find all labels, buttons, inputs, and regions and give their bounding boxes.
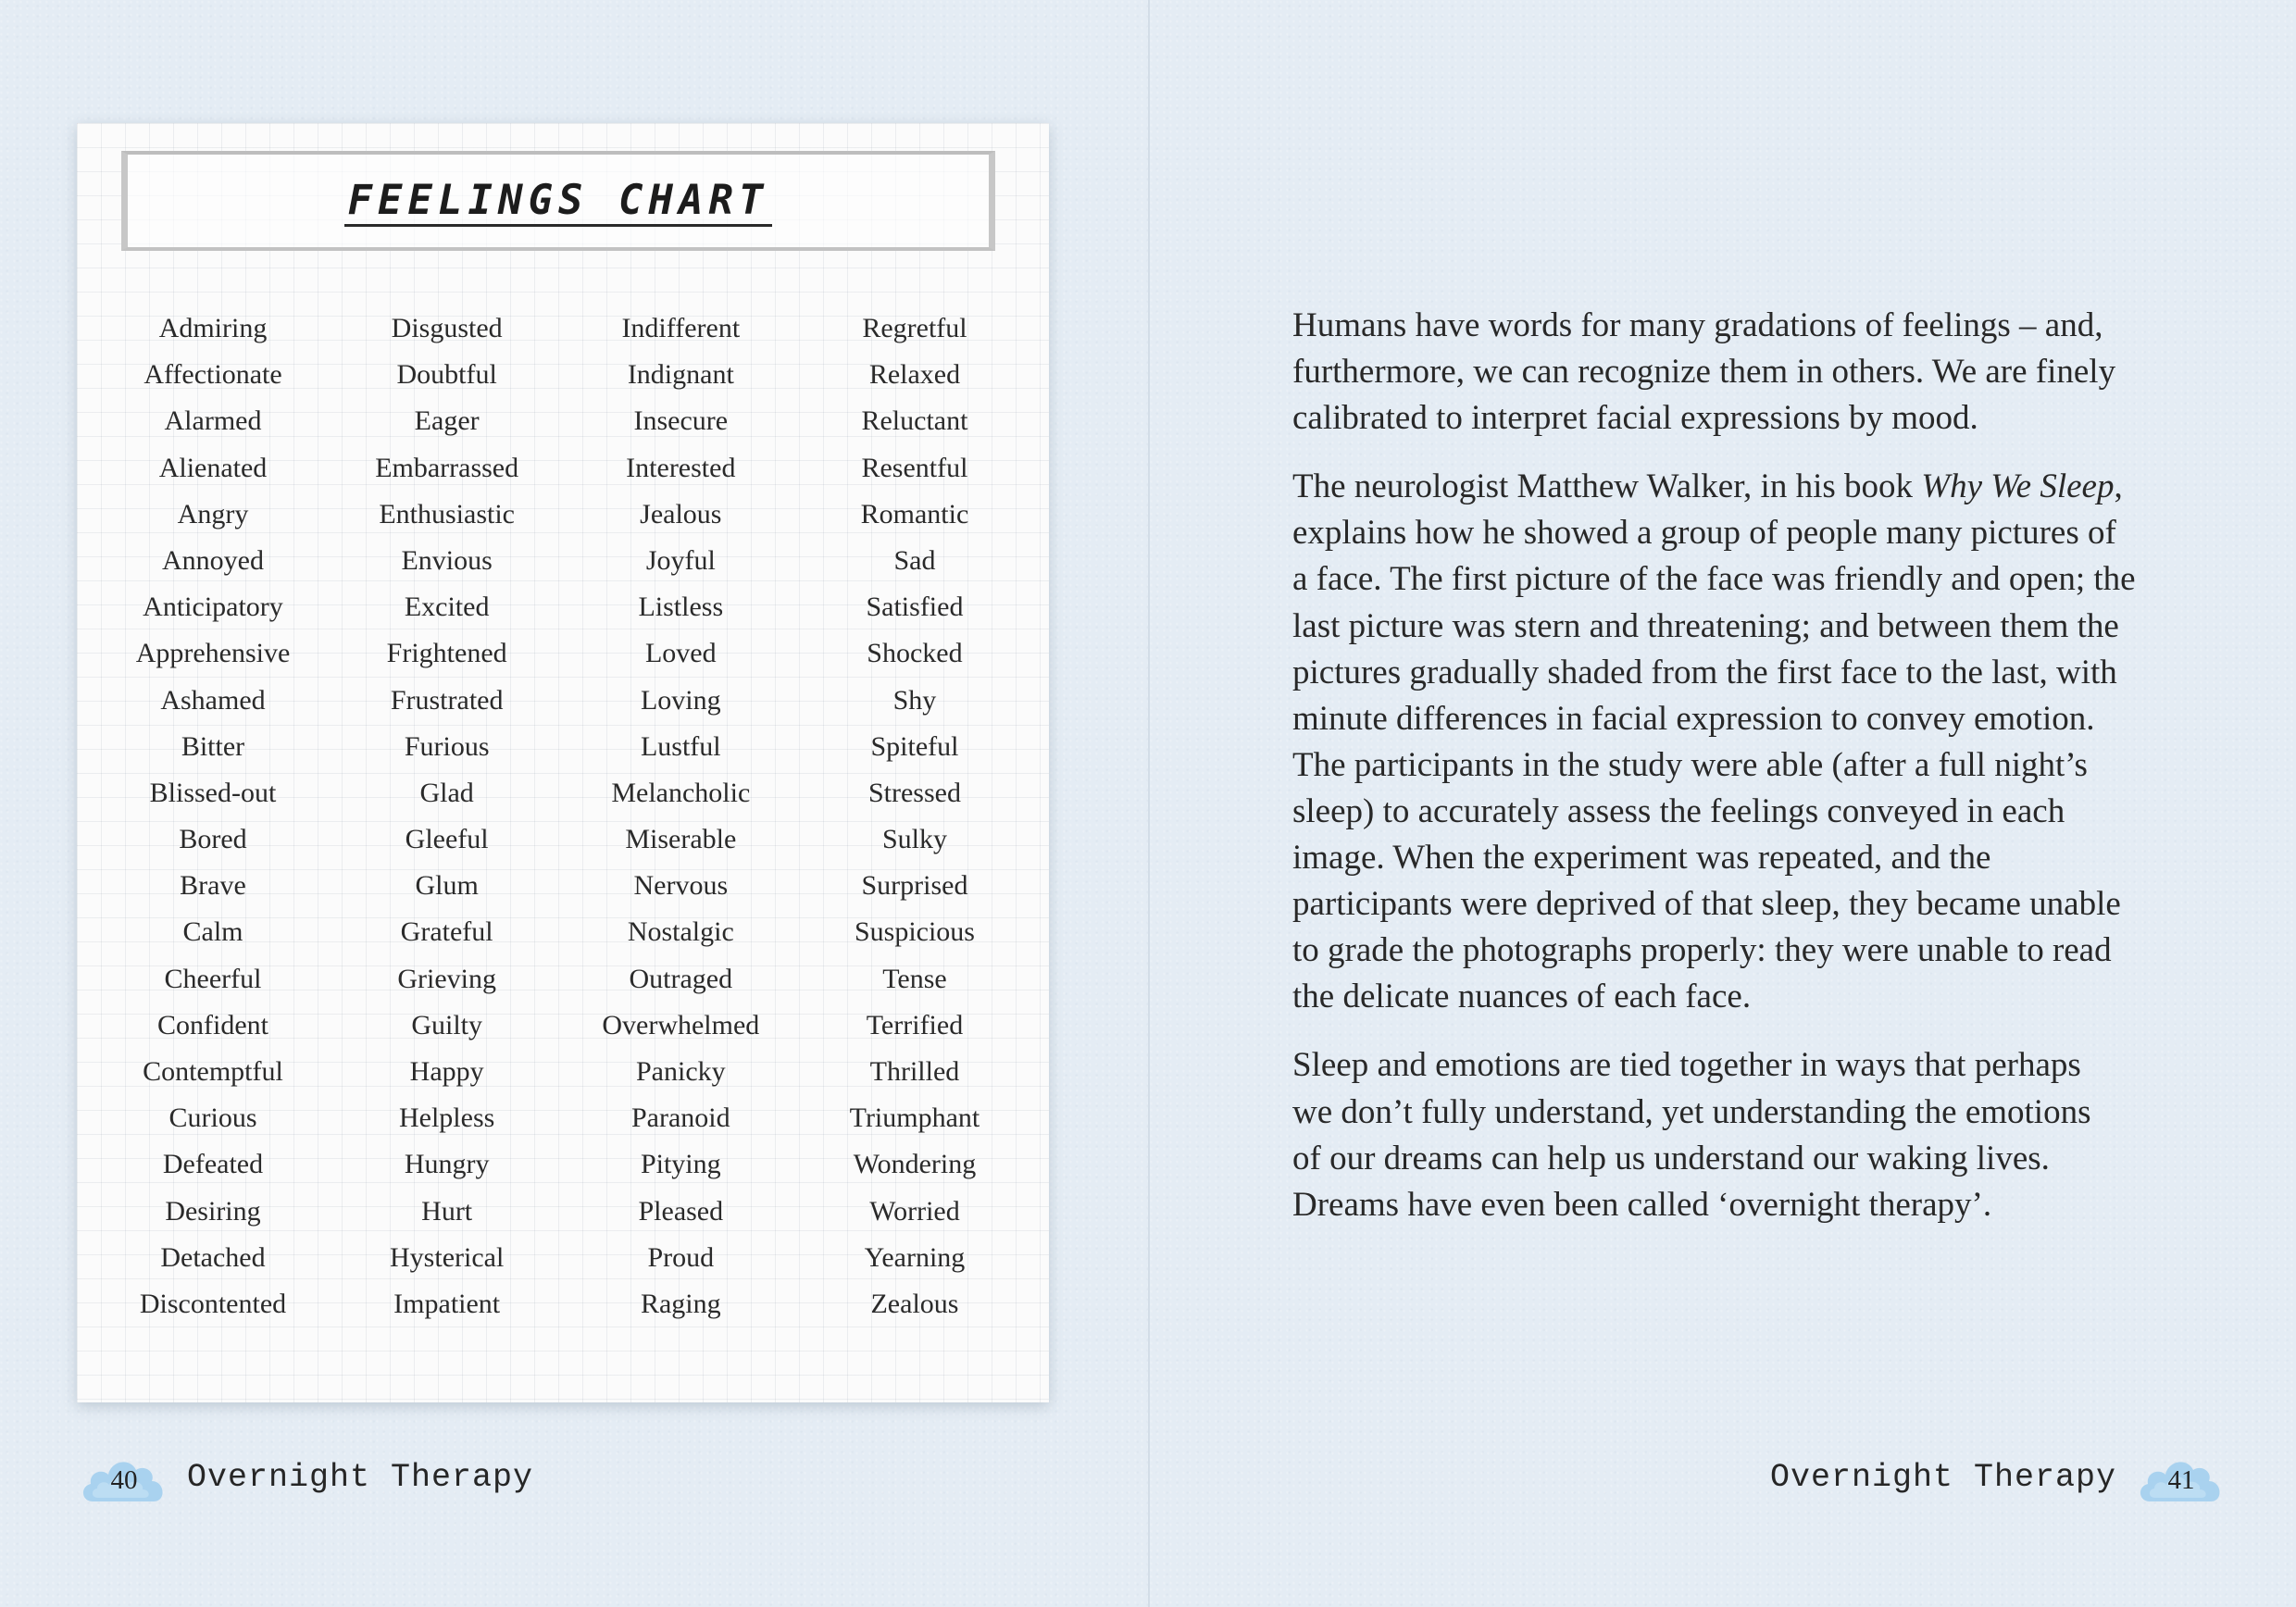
feeling-word: Admiring: [158, 313, 268, 343]
text-line: participants were deprived of that sleep, they became unable: [1292, 885, 2121, 924]
paragraph-1: [1292, 303, 2195, 442]
text-line: Sleep and emotions are tied together in ways that perhaps: [1292, 1046, 2081, 1085]
page-number: 40: [110, 1465, 138, 1495]
right-page-footer: [1770, 1444, 2226, 1511]
feeling-word: Suspicious: [854, 916, 975, 948]
page-number-badge: [2137, 1446, 2226, 1509]
text-line: image. When the experiment was repeated, and the: [1292, 839, 1991, 878]
feeling-word: Excited: [404, 592, 490, 623]
feeling-word: Pleased: [638, 1195, 724, 1227]
feeling-word: Relaxed: [868, 359, 961, 391]
text-line: explains how he showed a group of people many pictures of: [1292, 514, 2116, 553]
feeling-word: Surprised: [861, 870, 968, 902]
feeling-word: Pitying: [640, 1149, 721, 1180]
text-fragment: The neurologist Matthew Walker, in his book: [1292, 467, 1922, 506]
feeling-word: Defeated: [162, 1149, 264, 1180]
feeling-word: Affectionate: [144, 359, 282, 391]
feeling-word: Panicky: [635, 1056, 726, 1087]
feeling-word: Hysterical: [390, 1241, 505, 1273]
text-line: The participants in the study were able (after a full night’s: [1292, 745, 2088, 784]
feeling-word: Furious: [404, 730, 490, 762]
feeling-word: Gleeful: [405, 824, 489, 855]
feeling-word: Cheerful: [164, 963, 262, 994]
feeling-word: Guilty: [411, 1009, 482, 1040]
feeling-word: Calm: [182, 916, 243, 948]
text-line: last picture was stern and threatening; and between them the: [1292, 606, 2119, 645]
feeling-word: Shy: [892, 684, 937, 716]
text-line: a face. The first picture of the face was friendly and open; the: [1292, 560, 2136, 599]
feeling-word: Apprehensive: [135, 638, 291, 669]
feeling-word: Lustful: [640, 730, 721, 762]
feeling-word: Detached: [160, 1241, 266, 1273]
running-title: Overnight Therapy: [187, 1459, 534, 1496]
feeling-word: Blissed-out: [149, 777, 277, 808]
text-line: minute differences in facial expression to convey emotion.: [1292, 699, 2095, 738]
feeling-word: Eager: [414, 405, 480, 437]
feeling-word: Hungry: [404, 1149, 490, 1180]
feeling-word: Jealous: [640, 498, 722, 529]
feeling-word: Glad: [419, 777, 474, 808]
feeling-word: Interested: [626, 452, 736, 483]
paragraph-3: [1292, 1042, 2195, 1227]
feeling-word: Triumphant: [849, 1102, 980, 1134]
feeling-word: Contemptful: [143, 1056, 283, 1087]
feeling-word: Impatient: [393, 1288, 501, 1319]
feeling-word: Nostalgic: [627, 916, 734, 948]
text-line: we don’t fully understand, yet understanding the emotions: [1292, 1092, 2091, 1131]
feeling-word: Happy: [409, 1056, 484, 1087]
feeling-word: Proud: [647, 1241, 715, 1273]
right-page: [1148, 0, 2296, 1607]
text-line: [1292, 464, 2195, 510]
feeling-word: Insecure: [633, 405, 729, 437]
text-line: to grade the photographs properly: they were unable to read: [1292, 931, 2112, 970]
text-line: Humans have words for many gradations of feelings – and,: [1292, 306, 2103, 344]
feeling-word: Tense: [882, 963, 947, 994]
feeling-word: Overwhelmed: [602, 1009, 760, 1040]
feeling-word: Brave: [180, 870, 246, 902]
feeling-word: Miserable: [625, 824, 737, 855]
feeling-word: Indifferent: [621, 313, 741, 343]
feeling-word: Frustrated: [390, 684, 504, 716]
book-title: Why We Sleep: [1921, 467, 2115, 506]
feeling-word: Annoyed: [162, 544, 264, 576]
feeling-word: Enthusiastic: [379, 498, 515, 529]
chart-title-text: FEELINGS CHART: [344, 178, 773, 227]
feeling-word: Resentful: [861, 452, 968, 483]
feeling-word: Helpless: [398, 1102, 495, 1134]
feeling-word: Alienated: [158, 452, 268, 483]
feeling-word: Zealous: [870, 1288, 959, 1319]
feelings-chart-card: [77, 123, 1049, 1402]
feeling-word: Melancholic: [611, 777, 751, 808]
text-line: pictures gradually shaded from the first face to the last, with: [1292, 653, 2117, 691]
feeling-word: Hurt: [421, 1195, 473, 1227]
feeling-word: Ashamed: [160, 684, 266, 716]
feeling-word: Satisfied: [866, 592, 964, 623]
chart-title: [128, 173, 989, 229]
feeling-word: Joyful: [645, 544, 716, 576]
page-number-badge: [80, 1446, 168, 1509]
feeling-word: Wondering: [853, 1149, 977, 1180]
feeling-word: Raging: [640, 1288, 721, 1319]
feeling-word: Confident: [157, 1009, 268, 1040]
feeling-word: Desiring: [165, 1195, 261, 1227]
feeling-word: Listless: [638, 592, 724, 623]
feeling-word: Paranoid: [630, 1102, 730, 1134]
feeling-word: Loving: [640, 684, 721, 716]
text-line: calibrated to interpret facial expressions by mood.: [1292, 399, 1978, 438]
chart-title-frame: [121, 151, 995, 251]
feelings-column-2: [331, 305, 563, 1327]
feeling-word: Romantic: [860, 498, 969, 529]
feeling-word: Grieving: [397, 963, 496, 994]
feeling-word: Sulky: [881, 824, 947, 855]
feelings-column-1: [97, 305, 329, 1327]
text-line: the delicate nuances of each face.: [1292, 978, 1752, 1016]
text-fragment: ,: [2114, 467, 2123, 506]
feeling-word: Disgusted: [391, 313, 503, 343]
feeling-word: Discontented: [139, 1288, 287, 1319]
feeling-word: Loved: [644, 638, 717, 669]
feeling-word: Nervous: [633, 870, 729, 902]
feeling-word: Shocked: [867, 638, 963, 669]
paragraph-2: [1292, 464, 2195, 1020]
feeling-word: Envious: [401, 544, 493, 576]
feeling-word: Grateful: [400, 916, 493, 948]
feeling-word: Glum: [415, 870, 479, 902]
feeling-word: Outraged: [629, 963, 733, 994]
text-line: Dreams have even been called ‘overnight therapy’.: [1292, 1185, 1992, 1224]
feeling-word: Embarrassed: [375, 452, 519, 483]
feeling-word: Thrilled: [869, 1056, 960, 1087]
feeling-word: Indignant: [627, 359, 734, 391]
feeling-word: Frightened: [386, 638, 507, 669]
feeling-word: Stressed: [867, 777, 961, 808]
text-line: furthermore, we can recognize them in others. We are finely: [1292, 353, 2116, 392]
feelings-column-3: [565, 305, 796, 1327]
feeling-word: Yearning: [864, 1241, 966, 1273]
feeling-word: Sad: [893, 544, 936, 576]
feeling-word: Regretful: [862, 313, 967, 343]
feeling-word: Bored: [179, 824, 247, 855]
feeling-word: Reluctant: [861, 405, 968, 437]
text-line: of our dreams can help us understand our waking lives.: [1292, 1139, 2050, 1177]
feeling-word: Terrified: [866, 1009, 964, 1040]
feeling-word: Curious: [168, 1102, 257, 1134]
running-title: Overnight Therapy: [1769, 1459, 2116, 1496]
feeling-word: Bitter: [181, 730, 245, 762]
left-page-footer: [80, 1444, 533, 1511]
feeling-word: Angry: [177, 498, 249, 529]
feeling-word: Anticipatory: [143, 592, 283, 623]
feeling-word: Worried: [869, 1195, 960, 1227]
feelings-column-4: [799, 305, 1030, 1327]
body-text: [1292, 303, 2195, 1251]
text-line: sleep) to accurately assess the feelings conveyed in each: [1292, 791, 2065, 830]
feelings-word-grid: [97, 305, 1030, 1327]
feeling-word: Spiteful: [870, 730, 959, 762]
page-number: 41: [2167, 1465, 2195, 1495]
feeling-word: Alarmed: [164, 405, 262, 437]
feeling-word: Doubtful: [396, 359, 497, 391]
